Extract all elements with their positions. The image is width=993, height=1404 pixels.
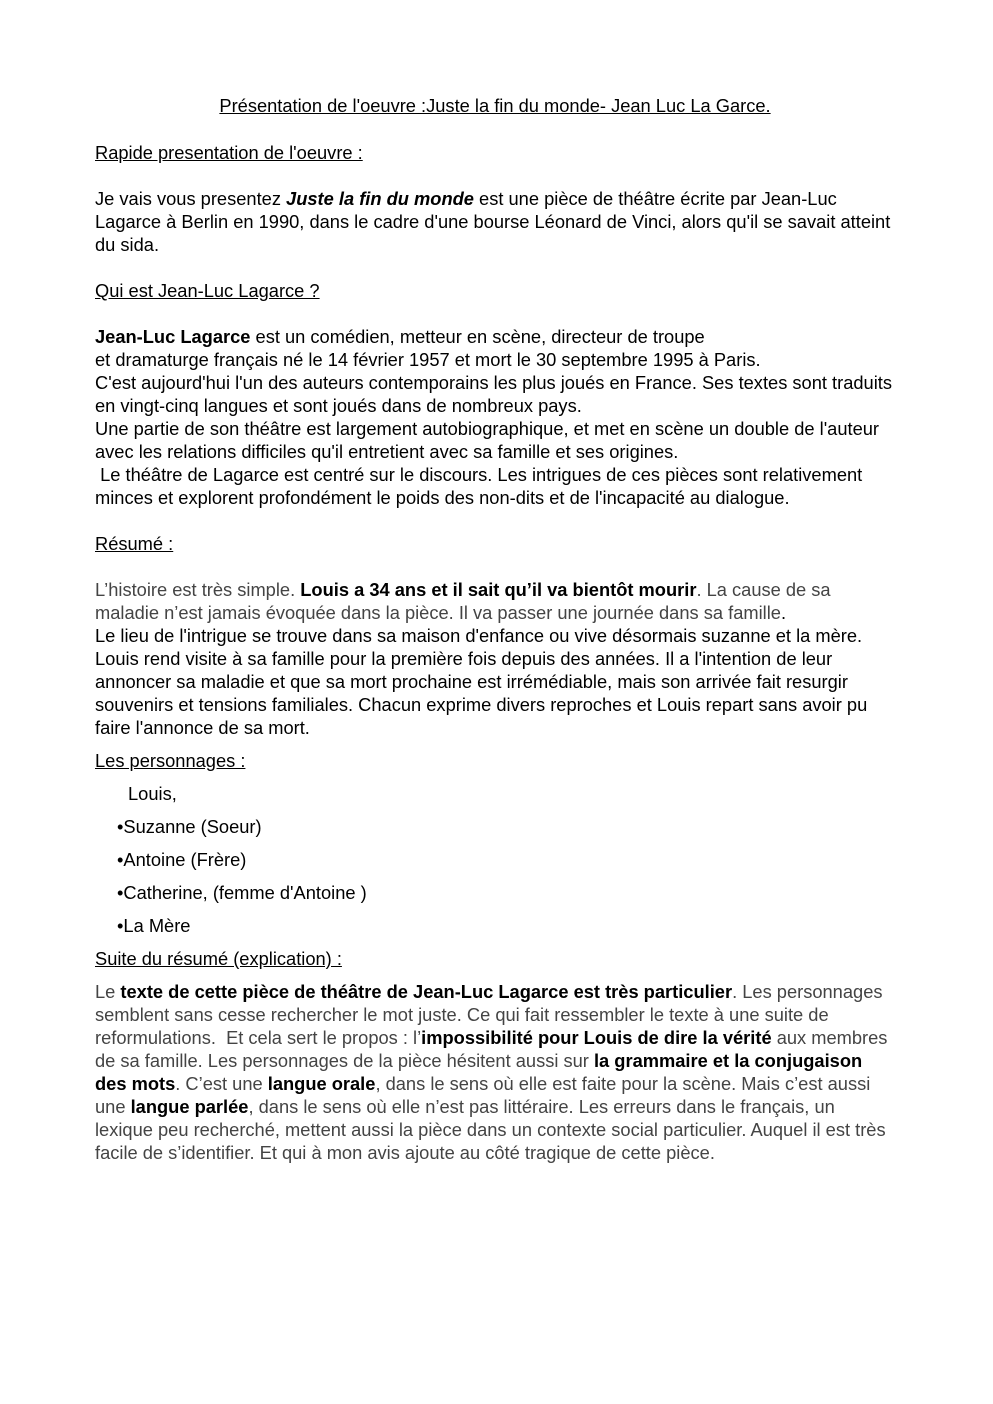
heading-qui-est: Qui est Jean-Luc Lagarce ? <box>95 280 320 301</box>
text-span: , dans le sens où elle est faite pour la scène. Mais c’est aussi une <box>95 1073 876 1117</box>
text-span: Je vais vous presentez <box>95 188 287 209</box>
list-item: •Suzanne (Soeur) <box>117 816 262 837</box>
paragraph-biography-line1 <box>95 325 895 348</box>
text-span: Le <box>95 981 121 1002</box>
text-span: . Les personnages semblent sans cesse rechercher le mot juste. Ce qui fait ressembler le texte à une suite de reformulations. Et cela sert le propos : l’ <box>95 981 888 1048</box>
bold-span: langue orale <box>267 1073 376 1094</box>
work-title-emphasis: Juste la fin du monde <box>286 188 474 209</box>
paragraph-rapide-presentation <box>95 187 895 256</box>
heading-resume: Résumé : <box>95 533 174 554</box>
paragraph-resume-3: Louis rend visite à sa famille pour la première fois depuis des années. Il a l'intention de leur annoncer sa maladie et que sa mort prochaine est irrémédiable, mais son arrivée fait resurgir souvenirs et tensions familiales. Chacun exprime divers reproches et Louis repart sans avoir pu faire l'annonce de sa mort. <box>95 648 868 738</box>
author-name-bold: Jean-Luc Lagarce <box>95 326 251 347</box>
bold-span: langue parlée <box>130 1096 249 1117</box>
paragraph-biography-line4: Une partie de son théâtre est largement autobiographique, et met en scène un double de l'auteur avec les relations difficiles qu'il entretient avec sa famille et ses origines. <box>95 418 880 462</box>
text-span: est une pièce de théâtre écrite par Jean-Luc Lagarce à Berlin en 1990, dans le cadre d'une bourse Léonard de Vinci, alors qu'il se savait atteint du sida. <box>95 188 891 255</box>
paragraph-resume-2: Le lieu de l'intrigue se trouve dans sa maison d'enfance ou vive désormais suzanne et la mère. <box>95 625 863 646</box>
bold-span: texte de cette pièce de théâtre de Jean-Luc Lagarce est très particulier <box>120 981 733 1002</box>
paragraph-biography-line5: Le théâtre de Lagarce est centré sur le discours. Les intrigues de ces pièces sont relativement minces et explorent profondément le poids des non-dits et de l'incapacité au dialogue. <box>95 464 868 508</box>
list-item: •La Mère <box>117 915 191 936</box>
heading-suite-resume: Suite du résumé (explication) : <box>95 948 342 969</box>
text-span: est un comédien, metteur en scène, directeur de troupe <box>250 326 705 347</box>
text-span: . La cause de sa maladie n’est jamais évoquée dans la pièce. Il va passer une journée dans sa famille <box>95 579 831 623</box>
text-span: aux membres de sa famille. Les personnages de la pièce hésitent aussi sur <box>95 1027 893 1071</box>
list-item: •Antoine (Frère) <box>117 849 247 870</box>
bold-span: impossibilité pour Louis de dire la vérité <box>421 1027 772 1048</box>
list-item: Louis, <box>128 783 177 804</box>
paragraph-biography-line2: et dramaturge français né le 14 février 1957 et mort le 30 septembre 1995 à Paris. <box>95 349 761 370</box>
bold-span: Louis a 34 ans et il sait qu’il va bientôt mourir <box>300 579 697 600</box>
list-item: •Catherine, (femme d'Antoine ) <box>117 882 367 903</box>
text-span: L’histoire est très simple. <box>95 579 301 600</box>
paragraph-biography-line3: C'est aujourd'hui l'un des auteurs contemporains les plus joués en France. Ses textes sont traduits en vingt-cinq langues et sont joués dans de nombreux pays. <box>95 372 893 416</box>
document-title: Présentation de l'oeuvre :Juste la fin du monde- Jean Luc La Garce. <box>219 95 771 116</box>
text-span: , dans le sens où elle n’est pas littéraire. Les erreurs dans le français, un lexique peu recherché, mettent aussi la pièce dans un contexte social particulier. Auquel il est très facile de s’identifier. Et qui à mon avis ajoute au côté tragique de cette pièce. <box>95 1096 891 1163</box>
text-span: . C’est une <box>175 1073 268 1094</box>
heading-rapide-presentation: Rapide presentation de l'oeuvre : <box>95 142 363 163</box>
paragraph-resume-1 <box>95 578 895 624</box>
heading-personnages: Les personnages : <box>95 750 246 771</box>
text-span: . <box>780 602 787 623</box>
bold-span: la grammaire et la conjugaison des mots <box>95 1050 868 1094</box>
paragraph-suite-resume <box>95 980 895 1164</box>
